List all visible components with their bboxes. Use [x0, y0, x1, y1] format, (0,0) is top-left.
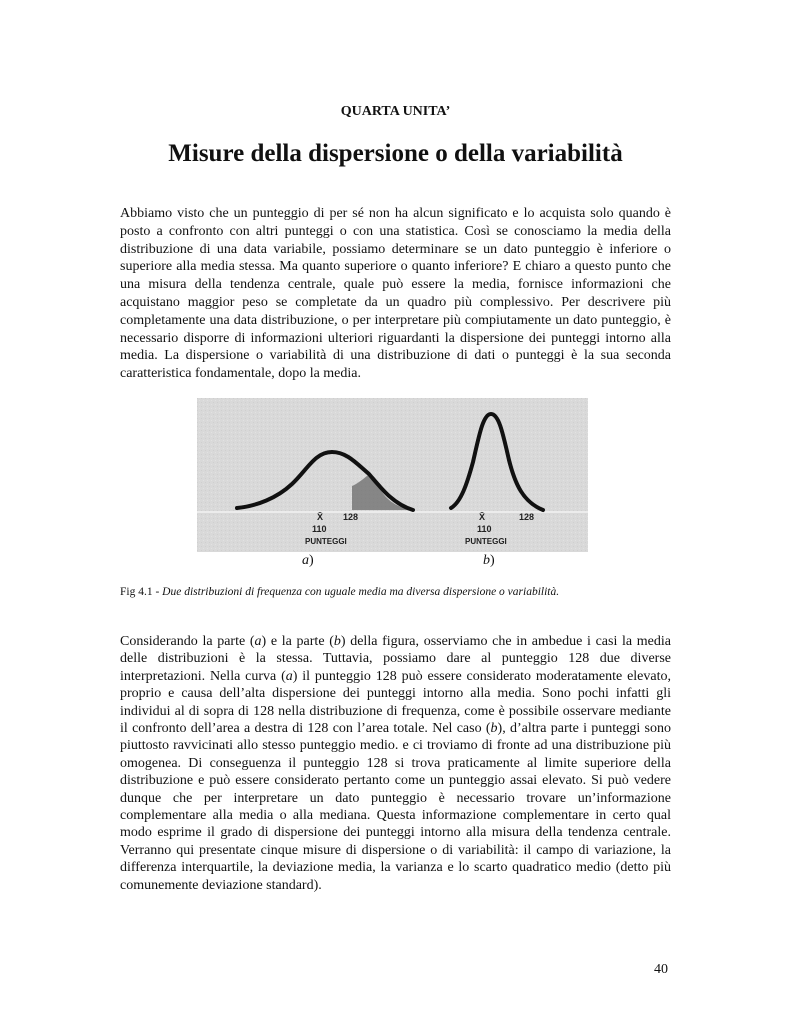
page-number: 40	[654, 962, 668, 977]
caption-text: Due distribuzioni di frequenza con uguale media ma diversa dispersione o variabilità.	[162, 586, 560, 598]
panel-b-mean-value: 110	[477, 524, 492, 534]
caption-prefix: Fig 4.1 -	[120, 586, 163, 598]
panel-a-mean-value: 110	[312, 524, 327, 534]
body-paragraph: Considerando la parte (a) e la parte (b) della figura, osserviamo che in ambedue i casi la media delle distribuzioni è la stessa. Tuttavia, possiamo dare al punteggio 128 due diverse interpretazioni. Nella curva (a) il punteggio 128 può essere considerato moderatamente elevato, proprio e causa dell’alta dispersione dei punteggi intorno alla media. Sono pochi infatti gli individui al di sopra di 128 nella distribuzione di frequenza, come è possibile osservare mediante il confronto dell’area a destra di 128 con l’area totale. Nel caso (b), d’altra parte i punteggi sono piuttosto ravvicinati allo stesso punteggio medio. e ci troviamo di fronte ad una distribuzione più omogenea. Di conseguenza il punteggio 128 si trova praticamente al limite superiore della distribuzione e può essere considerato pertanto come un punteggio assai elevato. Si può vedere dunque che per interpretare un dato punteggio è necessario trovare un’informazione complementare alla media o alla mediana. Questa informazione complementare in certo qual modo esprime il grado di dispersione dei punteggi intorno alla misura della tendenza centrale. Verranno qui presentate cinque misure di dispersione o di variabilità: il campo di variazione, la differenza interquartile, la deviazione media, la varianza e lo scarto quadratico medio (detto più comunemente deviazione standard).	[120, 634, 671, 893]
sublabel-a: a)	[302, 553, 314, 568]
panel-a-score-marker: 128	[343, 512, 359, 522]
panel-a-mean-symbol: X̄	[317, 512, 324, 522]
figure-background	[197, 398, 588, 552]
panel-b-mean-symbol: X̄	[479, 512, 486, 522]
figure-caption	[120, 586, 671, 598]
panel-b-axis-label: PUNTEGGI	[465, 537, 507, 546]
intro-paragraph: Abbiamo visto che un punteggio di per sé non ha alcun significato e lo acquista solo quando è posto a confronto con altri punteggi o con una statistica. Così se conosciamo la media della distribuzione di una data variabile, possiamo determinare se un dato punteggio è inferiore o superiore alla media stessa. Ma quanto superiore o quanto inferiore? E chiaro a questo punto che una misura della tendenza centrale, quale può essere la media, fornisce informazioni che acquistano maggior peso se completate da un quadro più complessivo. Per descrivere più completamente una data distribuzione, o per interpretare più compiutamente un dato punteggio, è necessario disporre di informazioni ulteriori riguardanti la dispersione dei punteggi intorno alla media. La dispersione o variabilità di una distribuzione di dati o punteggi è la sua seconda caratteristica fondamentale, dopo la media.	[120, 206, 671, 382]
sublabel-b: b)	[483, 553, 495, 568]
panel-b-score-marker: 128	[519, 512, 535, 522]
page-title: Misure della dispersione o della variabilità	[168, 140, 623, 167]
figure-image	[197, 398, 588, 552]
figure-distributions	[197, 398, 588, 552]
unit-heading: QUARTA UNITA’	[340, 104, 451, 119]
panel-a-axis-label: PUNTEGGI	[305, 537, 347, 546]
